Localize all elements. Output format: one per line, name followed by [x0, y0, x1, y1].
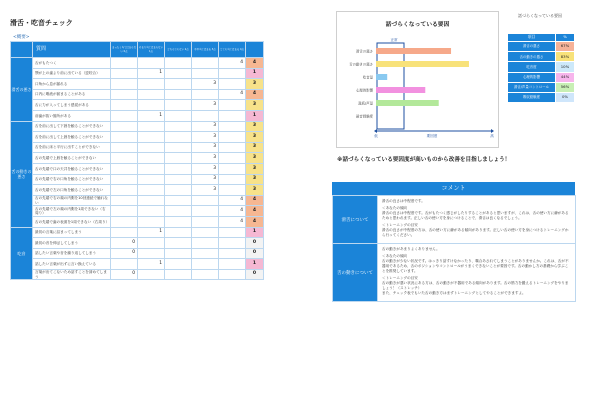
table-row: [11, 153, 264, 164]
total-score-cell: 3: [246, 185, 264, 196]
score-cell: [165, 174, 192, 185]
score-cell: [219, 121, 246, 132]
score-cell: [111, 227, 138, 238]
score-cell: [111, 174, 138, 185]
comment-paragraph: 舌の動きがあまりよくありません。: [382, 247, 440, 251]
score-cell: 3: [192, 100, 219, 111]
question-cell: 前歯が抜い箇所がある: [33, 110, 111, 121]
total-score-cell: 3: [246, 142, 264, 153]
score-cell: 4: [219, 89, 246, 100]
score-cell: 1: [138, 227, 165, 238]
normal-range-box: [377, 43, 404, 129]
score-cell: 0: [111, 269, 138, 280]
score-cell: [192, 68, 219, 79]
bar: [376, 48, 451, 54]
question-cell: 舌の先端で左の口角を触ることができない: [33, 185, 111, 196]
table-row: [11, 142, 264, 153]
score-cell: [192, 227, 219, 238]
score-cell: [219, 163, 246, 174]
bar: [376, 74, 387, 80]
score-cell: [219, 248, 246, 259]
score-cell: [138, 100, 165, 111]
x-axis-title: 要因度: [426, 134, 438, 138]
score-cell: [219, 238, 246, 249]
comment-header: コメント: [332, 182, 575, 195]
score-cell: [111, 121, 138, 132]
page-title: 滑舌・吃音チェック: [10, 19, 73, 27]
factor-label: 滑舌の悪さ: [508, 42, 556, 52]
score-cell: [165, 238, 192, 249]
score-cell: 3: [192, 132, 219, 143]
score-cell: [192, 238, 219, 249]
question-cell: 舌の先端で右の頬の内側を10回連続で触れない: [33, 195, 111, 206]
item-header: 項目: [508, 34, 556, 42]
score-cell: 0: [111, 238, 138, 249]
score-cell: [192, 248, 219, 259]
comment-label: 滑舌について: [333, 196, 378, 244]
score-cell: 4: [219, 195, 246, 206]
question-cell: 舌に力が入ってしまう感覚がある: [33, 100, 111, 111]
factor-label: 心理的影響: [508, 72, 556, 82]
chart-title: 話づらくなっている要因: [385, 22, 450, 28]
score-cell: 3: [192, 185, 219, 196]
score-cell: [219, 110, 246, 121]
score-cell: 0: [111, 248, 138, 259]
score-cell: 1: [138, 110, 165, 121]
question-cell: 舌の先端で歯の表面を1周できない（右周り）: [33, 216, 111, 227]
score-cell: [138, 216, 165, 227]
question-cell: 舌の先端で左の頬の内側を1周できない（右周り）: [33, 206, 111, 217]
score-cell: 3: [192, 174, 219, 185]
score-cell: [192, 269, 219, 280]
factor-label: 滑舌/声量コントロール: [508, 82, 556, 92]
factor-label: 吸収経験度: [508, 92, 556, 102]
score-cell: [111, 185, 138, 196]
category-tick-label: 心理的影響: [356, 88, 373, 93]
table-row: [11, 89, 264, 100]
total-score-cell: 3: [246, 121, 264, 132]
question-cell: 話したい言葉が出ずに言い換えている: [33, 259, 111, 270]
side-table-row: [508, 62, 575, 72]
factor-percent: 56%: [556, 82, 575, 92]
question-cell: 話したい言葉や音を繰り返してしまう: [33, 248, 111, 259]
score-cell: [138, 174, 165, 185]
score-cell: 4: [219, 206, 246, 217]
score-cell: [219, 132, 246, 143]
factor-label: 舌の動きの悪さ: [508, 52, 556, 62]
score-column-header: まったく当てはまらない 0点: [111, 42, 138, 58]
score-cell: [165, 100, 192, 111]
total-score-cell: 4: [246, 206, 264, 217]
score-cell: [111, 100, 138, 111]
total-score-cell: 1: [246, 227, 264, 238]
factor-percent-table: [507, 33, 575, 103]
score-cell: [165, 248, 192, 259]
factor-percent: 67%: [556, 42, 575, 52]
total-score-cell: 1: [246, 68, 264, 79]
question-cell: 顎が上の歯より前に出ている（逆咬合）: [33, 68, 111, 79]
score-cell: [219, 259, 246, 270]
factor-label: 吃音度: [508, 62, 556, 72]
score-cell: [138, 185, 165, 196]
factor-percent: 0%: [556, 92, 575, 102]
score-cell: [165, 121, 192, 132]
score-cell: [192, 259, 219, 270]
comment-row: [333, 244, 576, 302]
score-cell: [219, 269, 246, 280]
total-score-cell: 1: [246, 110, 264, 121]
score-cell: [165, 142, 192, 153]
checklist-header-row: [11, 42, 264, 58]
question-cell: 言葉が出てこないため話すことを諦めてしまう: [33, 269, 111, 280]
table-row: [11, 185, 264, 196]
overview-link[interactable]: <概要>: [13, 35, 30, 40]
total-score-cell: 3: [246, 79, 264, 90]
score-column-header: あまり当てはまらない 1点: [138, 42, 165, 58]
score-cell: [111, 216, 138, 227]
score-cell: [192, 58, 219, 69]
legend-label: 正常: [390, 38, 398, 42]
table-row: [11, 121, 264, 132]
total-score-cell: 3: [246, 100, 264, 111]
x-axis-low-label: 低: [374, 134, 378, 138]
comment-label: 舌の動きについて: [333, 244, 378, 302]
score-cell: [165, 259, 192, 270]
score-cell: 1: [138, 68, 165, 79]
total-score-cell: 4: [246, 89, 264, 100]
score-cell: [165, 89, 192, 100]
factor-percent: 83%: [556, 52, 575, 62]
score-cell: [192, 206, 219, 217]
score-cell: [111, 110, 138, 121]
comment-paragraph: ＜トレーニングの目安 滑舌の良さが中程度の方は、舌の使い方に癖がある傾向があります。正しい舌の使い方を身につけるトレーニングから行ってください。: [382, 223, 569, 237]
score-cell: [138, 195, 165, 206]
score-cell: [111, 142, 138, 153]
score-cell: 4: [219, 58, 246, 69]
score-cell: [219, 174, 246, 185]
score-cell: 4: [219, 216, 246, 227]
total-score-cell: 3: [246, 174, 264, 185]
score-cell: [192, 110, 219, 121]
question-cell: 舌を前に出して下唇を触ることができない: [33, 121, 111, 132]
total-score-cell: 4: [246, 216, 264, 227]
table-row: [11, 68, 264, 79]
question-header: 質問: [33, 42, 111, 58]
score-cell: [165, 163, 192, 174]
comment-row: [333, 196, 576, 244]
table-row: [11, 216, 264, 227]
score-column-header: とても当てはまる 4点: [219, 42, 246, 58]
side-header-row: [508, 34, 575, 42]
total-score-cell: 0: [246, 269, 264, 280]
score-cell: [219, 185, 246, 196]
score-cell: 1: [138, 259, 165, 270]
score-cell: [165, 195, 192, 206]
score-cell: [192, 216, 219, 227]
comment-paragraph: ＜トレーニングの目安 舌の動きが悪い状況にある方は、舌の動きが不器用である傾向があります。舌の筋力を鍛えるトレーニングをやりましょう！（ストレッチ） また、チェック表でもいた舌の動き方はまずトレーニングとしてやることができますよ。: [382, 276, 569, 295]
score-cell: [165, 79, 192, 90]
table-row: [11, 163, 264, 174]
score-cell: [111, 163, 138, 174]
category-label: 滑舌の悪さ: [11, 58, 33, 122]
question-cell: 舌を前に出して上唇を触ることができない: [33, 132, 111, 143]
category-tick-label: 舌の動きの悪さ: [349, 62, 373, 67]
total-score-cell: 4: [246, 58, 264, 69]
score-cell: [138, 153, 165, 164]
score-cell: [111, 195, 138, 206]
table-row: [11, 269, 264, 280]
question-cell: 最初の言葉に詰まってしまう: [33, 227, 111, 238]
score-cell: [111, 259, 138, 270]
table-row: [11, 79, 264, 90]
score-cell: 3: [192, 79, 219, 90]
bar: [376, 87, 425, 93]
total-column-header: [246, 42, 264, 58]
score-cell: [111, 58, 138, 69]
score-cell: [138, 163, 165, 174]
score-cell: [165, 110, 192, 121]
table-row: [11, 174, 264, 185]
side-table-row: [508, 42, 575, 52]
question-cell: 最初の音を伸ばしてしまう: [33, 238, 111, 249]
comment-body: [378, 244, 576, 302]
score-cell: [219, 142, 246, 153]
score-cell: [219, 227, 246, 238]
score-cell: [165, 132, 192, 143]
total-score-cell: 1: [246, 259, 264, 270]
checklist-table: [10, 41, 264, 280]
score-cell: [165, 206, 192, 217]
comment-body: [378, 196, 576, 244]
score-cell: [165, 227, 192, 238]
score-column-header: やや当てはまる 3点: [192, 42, 219, 58]
factor-percent: 10%: [556, 62, 575, 72]
side-table-row: [508, 92, 575, 102]
score-cell: [219, 68, 246, 79]
question-cell: 口角から息が漏れる: [33, 79, 111, 90]
total-score-cell: 3: [246, 163, 264, 174]
category-tick-label: 滋底/声量: [358, 101, 373, 106]
bar: [376, 61, 469, 67]
score-cell: [165, 58, 192, 69]
category-label: 舌の動きの悪さ: [11, 121, 33, 227]
score-cell: [138, 206, 165, 217]
table-row: [11, 100, 264, 111]
score-cell: 3: [192, 153, 219, 164]
score-cell: [165, 269, 192, 280]
score-cell: [111, 79, 138, 90]
score-cell: [138, 238, 165, 249]
axis-arrow-icon: [491, 129, 494, 133]
improvement-note: ※話づらくなっている要因度が高いものから改善を目指しましょう！: [337, 157, 511, 163]
comment-paragraph: ＜あなたの傾向 舌の動きが少ない状況です。はっきり話すけなかったり、噛合あされてしまうことがありませんか。これは、舌が不器用であるため、舌のポジションやコントロールがうまくできないことが要因です。舌の動かし方の基礎から学ぶことを推奨しています。: [382, 254, 569, 273]
corner-cell: [11, 42, 33, 58]
total-score-cell: 0: [246, 248, 264, 259]
axis-arrow-icon: [374, 129, 377, 133]
score-cell: [111, 132, 138, 143]
table-row: [11, 132, 264, 143]
score-cell: [138, 121, 165, 132]
score-cell: [219, 153, 246, 164]
table-row: [11, 238, 264, 249]
score-cell: 3: [192, 121, 219, 132]
score-cell: [138, 79, 165, 90]
score-cell: [219, 100, 246, 111]
table-row: [11, 248, 264, 259]
percent-header: %: [556, 34, 575, 42]
side-table-row: [508, 52, 575, 62]
total-score-cell: 4: [246, 195, 264, 206]
table-row: [11, 206, 264, 217]
score-cell: [219, 79, 246, 90]
score-cell: [192, 195, 219, 206]
category-label: 吃音: [11, 227, 33, 280]
score-cell: [138, 58, 165, 69]
table-row: [11, 58, 264, 69]
question-cell: 舌の先端で右の口角を触ることができない: [33, 174, 111, 185]
total-score-cell: 3: [246, 153, 264, 164]
score-cell: [138, 248, 165, 259]
table-row: [11, 227, 264, 238]
score-cell: [192, 89, 219, 100]
table-row: [11, 195, 264, 206]
side-table-row: [508, 72, 575, 82]
category-tick-label: 最音経験度: [356, 114, 373, 119]
factor-bar-chart: [336, 11, 499, 148]
score-cell: [165, 68, 192, 79]
x-axis-high-label: 高: [490, 134, 494, 138]
score-cell: [138, 89, 165, 100]
score-cell: [111, 206, 138, 217]
comment-paragraph: ＜あなたの傾向 滑舌の良さは中程度です。舌がもたつく感じがしたりすることがあると思いますが、これは、舌の使い方に癖があるためと思われます。正しい舌の使い方を身につけることで、滑舌は良くなるでしょう。: [382, 206, 569, 220]
score-cell: [138, 132, 165, 143]
side-table-row: [508, 82, 575, 92]
comment-paragraph: 滑舌の良さは中程度です。: [382, 199, 425, 203]
factor-percent: 44%: [556, 72, 575, 82]
score-cell: 3: [192, 142, 219, 153]
total-score-cell: 3: [246, 132, 264, 143]
bar: [376, 100, 439, 106]
comment-table: [332, 195, 576, 302]
score-cell: [138, 269, 165, 280]
total-score-cell: 0: [246, 238, 264, 249]
score-cell: [111, 89, 138, 100]
score-column-header: どちらでもない 2点: [165, 42, 192, 58]
table-row: [11, 259, 264, 270]
score-cell: [111, 68, 138, 79]
score-cell: [165, 216, 192, 227]
score-cell: [165, 153, 192, 164]
score-cell: 3: [192, 163, 219, 174]
question-cell: 口内に唾液が溜まることがある: [33, 89, 111, 100]
score-cell: [138, 142, 165, 153]
side-table-title: 話づらくなっている要因: [518, 13, 562, 18]
table-row: [11, 110, 264, 121]
score-cell: [165, 185, 192, 196]
category-tick-label: 滑舌の悪さ: [356, 49, 373, 54]
score-cell: [111, 153, 138, 164]
question-cell: 舌がもたつく: [33, 58, 111, 69]
question-cell: 舌の先端で口の天井を触ることができない: [33, 163, 111, 174]
category-tick-label: 吃音量: [362, 75, 373, 80]
question-cell: 舌の先端で上唇を触ることができない: [33, 153, 111, 164]
question-cell: 舌を前に床と平行に出すことができない: [33, 142, 111, 153]
